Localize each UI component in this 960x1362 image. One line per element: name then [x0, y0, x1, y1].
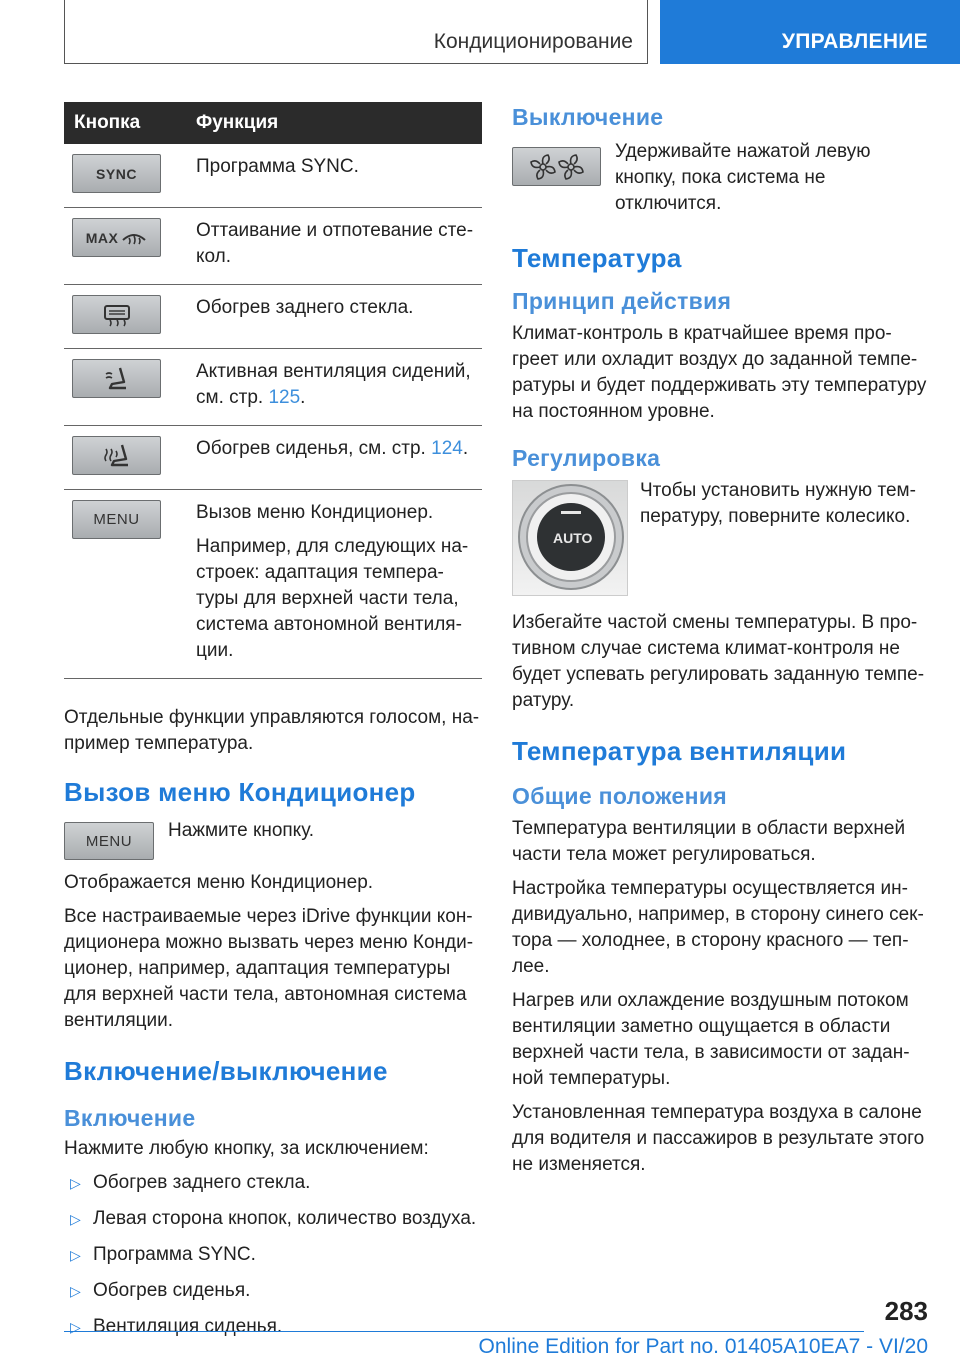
right-column — [512, 102, 932, 1186]
function-text: Активная вентиляция сидений, см. стр. 125. — [196, 361, 471, 408]
list-item: ▷ Обогрев заднего стекла. — [64, 1170, 482, 1196]
page-ref-link[interactable]: 125 — [268, 387, 301, 408]
footer-edition: Online Edition for Part no. 01405A10EA7 - VI/20 — [478, 1335, 928, 1358]
adjustment-text: Чтобы установить нужную тем-пературу, поверните колесико. — [640, 480, 916, 527]
voice-control-note: Отдельные функции управляются голосом, на-пример температура. — [64, 707, 480, 754]
triangle-bullet-icon: ▷ — [70, 1175, 81, 1191]
function-text: Обогрев сиденья, см. стр. 124. — [196, 438, 469, 459]
seat-heating-icon — [102, 443, 132, 469]
header-chapter-title: УПРАВЛЕНИЕ — [781, 30, 928, 53]
header-section-title: Кондиционирование — [433, 30, 633, 53]
function-text: Обогрев заднего стекла. — [196, 297, 414, 318]
temperature-knob-image — [512, 480, 628, 596]
list-item: ▷ Левая сторона кнопок, количество воздуха. — [64, 1206, 482, 1232]
general-text-4: Установленная температура воздуха в салоне для водителя и пассажиров в результате этого не изменяется. — [512, 1102, 925, 1175]
switch-off-text: Удерживайте нажатой левую кнопку, пока система не отключится. — [615, 141, 871, 214]
general-text-3: Нагрев или охлаждение воздушным потоком вентиляции заметно ощущается в области верхней части тела, в зависимости от задан-ной температуры. — [512, 990, 910, 1089]
general-text-2: Настройка температуры осуществляется ин-дивидуально, например, в сторону синего сек-тора — холоднее, в сторону красного — теп-лее. — [512, 878, 924, 977]
table-row — [64, 349, 482, 426]
rear-window-heat-button-icon — [72, 295, 161, 334]
header-section — [64, 0, 648, 64]
switch-on-text: Нажмите любую кнопку, за исключением: — [64, 1138, 429, 1159]
left-column — [64, 102, 482, 1350]
sync-button-icon: SYNC — [72, 154, 161, 193]
list-item: ▷ Вентиляция сиденья. — [64, 1314, 482, 1340]
seat-heating-button-icon — [72, 436, 161, 475]
heading-menu-call: Вызов меню Кондиционер — [64, 777, 416, 807]
list-item: ▷ Обогрев сиденья. — [64, 1278, 482, 1304]
table-row — [64, 285, 482, 349]
function-text: Оттаивание и отпотевание сте-кол. — [196, 220, 474, 267]
heading-switch-on: Включение — [64, 1105, 196, 1131]
avoid-change-text: Избегайте частой смены температуры. В про-тивном случае система климат-контроля не будет успевать регулировать заданную темпе-ратуру. — [512, 612, 925, 711]
fan-off-icon — [525, 152, 589, 182]
heading-vent-temperature: Температура вентиляции — [512, 736, 847, 766]
menu-press-text: Нажмите кнопку. — [168, 820, 315, 841]
table-row — [64, 208, 482, 285]
list-item: ▷ Программа SYNC. — [64, 1242, 482, 1268]
fan-off-button-icon — [512, 147, 601, 186]
function-text: Вызов меню Кондиционер. — [196, 502, 434, 523]
table-row — [64, 490, 482, 679]
button-function-table — [64, 102, 482, 679]
table-header-row — [64, 102, 482, 144]
footer-divider — [64, 1331, 864, 1332]
exception-list — [64, 1170, 482, 1340]
heading-adjustment: Регулировка — [512, 445, 661, 471]
adjustment-row — [512, 480, 932, 596]
menu-button-icon: MENU — [72, 500, 161, 539]
switch-off-row — [512, 141, 932, 225]
max-defrost-button-icon — [72, 218, 161, 257]
windshield-defrost-icon — [121, 228, 147, 248]
menu-description: Все настраиваемые через iDrive функции кон-диционера можно вызвать через меню Конди-ционер, например, адаптация температуры для верхней части тела, автономная система вентиляции. — [64, 906, 474, 1031]
knob-auto-label: AUTO — [553, 530, 593, 546]
menu-button-icon: MENU — [64, 822, 154, 860]
header-chapter — [660, 0, 960, 64]
heading-on-off: Включение/выключение — [64, 1056, 388, 1086]
page-number: 283 — [884, 1296, 928, 1326]
triangle-bullet-icon: ▷ — [70, 1247, 81, 1263]
seat-ventilation-button-icon — [72, 359, 161, 398]
heading-temperature: Температура — [512, 243, 682, 273]
table-row — [64, 144, 482, 208]
principle-text: Климат-контроль в кратчайшее время про-греет или охладит воздух до заданной темпе-ратуры и будет поддерживать эту температуру на постоянном уровне. — [512, 323, 927, 422]
heading-principle: Принцип действия — [512, 288, 732, 314]
table-header-function: Функция — [188, 102, 482, 144]
general-text-1: Температура вентиляции в области верхней части тела может регулироваться. — [512, 818, 906, 865]
heading-general: Общие положения — [512, 783, 727, 809]
function-text: Программа SYNC. — [196, 156, 359, 177]
menu-press-row — [64, 820, 482, 860]
max-label: MAX — [85, 229, 119, 246]
function-text: Например, для следующих на-строек: адаптация темпера-туры для верхней части тела, система автономной вентиля-ции. — [196, 536, 469, 661]
seat-ventilation-icon — [102, 366, 132, 392]
triangle-bullet-icon: ▷ — [70, 1319, 81, 1335]
rear-defrost-icon — [102, 303, 132, 327]
triangle-bullet-icon: ▷ — [70, 1283, 81, 1299]
table-row — [64, 426, 482, 490]
heading-switch-off: Выключение — [512, 104, 664, 130]
page-ref-link[interactable]: 124 — [431, 438, 463, 459]
menu-shown-text: Отображается меню Кондиционер. — [64, 872, 374, 893]
table-header-button: Кнопка — [64, 102, 188, 144]
triangle-bullet-icon: ▷ — [70, 1211, 81, 1227]
